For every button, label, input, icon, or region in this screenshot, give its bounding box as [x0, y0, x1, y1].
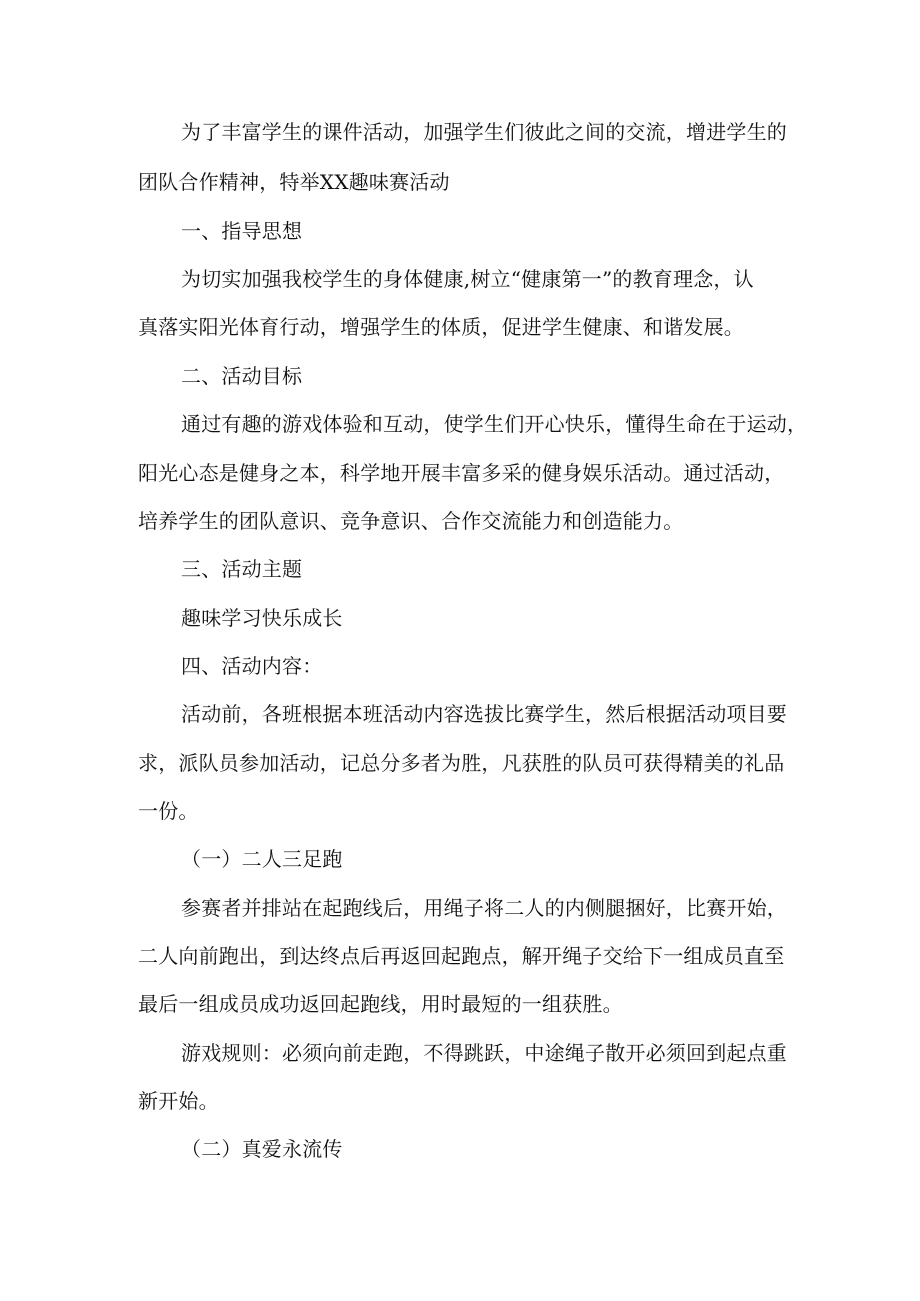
three-legged-race-line-2: 二人向前跑出，到达终点后再返回起跑点，解开绳子交给下一组成员直至 — [138, 944, 785, 968]
section-heading-activity-content: 四、活动内容： — [181, 654, 323, 678]
activity-goals-line-2: 阳光心态是健身之本，科学地开展丰富多采的健身娱乐活动。通过活动， — [138, 461, 785, 485]
section-heading-guiding-thought: 一、指导思想 — [181, 219, 303, 243]
activity-goals-line-1: 通过有趣的游戏体验和互动，使学生们开心快乐，懂得生命在于运动， — [181, 412, 808, 436]
game-rules-line-2: 新开始。 — [138, 1089, 219, 1113]
game-rules-line-1: 游戏规则：必须向前走跑，不得跳跃，中途绳子散开必须回到起点重 — [181, 1041, 787, 1065]
subsection-heading-three-legged-race: （一）二人三足跑 — [181, 847, 343, 871]
activity-content-line-3: 一份。 — [138, 799, 199, 823]
three-legged-race-line-1: 参赛者并排站在起跑线后，用绳子将二人的内侧腿捆好，比赛开始， — [181, 896, 787, 920]
intro-paragraph-line-1: 为了丰富学生的课件活动，加强学生们彼此之间的交流，增进学生的 — [181, 120, 787, 144]
activity-content-line-1: 活动前，各班根据本班活动内容选拔比赛学生，然后根据活动项目要 — [181, 702, 787, 726]
section-heading-activity-goals: 二、活动目标 — [181, 364, 303, 388]
activity-content-line-2: 求，派队员参加活动，记总分多者为胜，凡获胜的队员可获得精美的礼品 — [138, 751, 785, 775]
guiding-thought-line-2: 真落实阳光体育行动，增强学生的体质，促进学生健康、和谐发展。 — [138, 315, 744, 339]
intro-paragraph-line-2: 团队合作精神，特举XX趣味赛活动 — [138, 170, 450, 194]
activity-theme-text: 趣味学习快乐成长 — [181, 606, 343, 630]
subsection-heading-true-love: （二）真爱永流传 — [181, 1137, 343, 1161]
three-legged-race-line-3: 最后一组成员成功返回起跑线，用时最短的一组获胜。 — [138, 992, 623, 1016]
guiding-thought-line-1: 为切实加强我校学生的身体健康,树立“健康第一”的教育理念，认 — [181, 267, 754, 291]
activity-goals-line-3: 培养学生的团队意识、竞争意识、合作交流能力和创造能力。 — [138, 509, 684, 533]
section-heading-activity-theme: 三、活动主题 — [181, 557, 303, 581]
